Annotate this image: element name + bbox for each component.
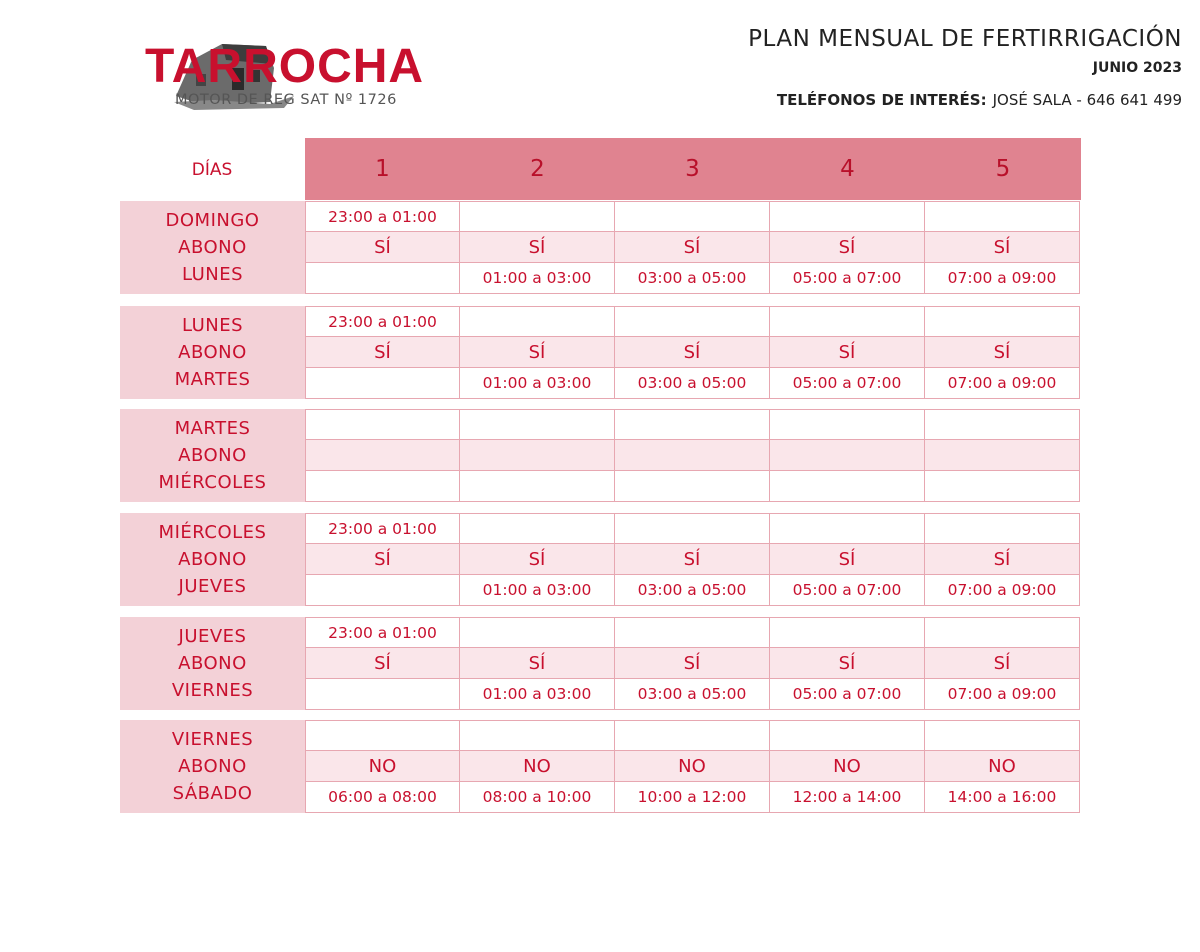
table-cell: 23:00 a 01:00 (305, 201, 460, 232)
table-cell: 07:00 a 09:00 (925, 679, 1080, 710)
schedule-grid (305, 201, 1082, 294)
schedule-grid (305, 306, 1082, 399)
table-cell (770, 409, 925, 440)
table-cell (305, 679, 460, 710)
table-cell: 03:00 a 05:00 (615, 575, 770, 606)
column-header-1: 1 (305, 138, 462, 200)
table-cell: SÍ (770, 544, 925, 575)
table-cell: 23:00 a 01:00 (305, 513, 460, 544)
table-row (305, 471, 1082, 502)
day-label-group (120, 409, 305, 502)
table-cell: SÍ (770, 648, 925, 679)
table-cell (460, 201, 615, 232)
day-label-group (120, 513, 305, 606)
day-label: SÁBADO (172, 783, 253, 804)
brand-name: TARROCHA (145, 40, 425, 93)
table-cell (925, 306, 1080, 337)
table-cell: 23:00 a 01:00 (305, 617, 460, 648)
table-cell (615, 513, 770, 544)
table-cell: NO (770, 751, 925, 782)
day-label: MIÉRCOLES (158, 472, 267, 493)
day-label: LUNES (181, 264, 244, 285)
table-row (305, 440, 1082, 471)
day-label-group (120, 201, 305, 294)
table-cell: SÍ (460, 337, 615, 368)
table-cell (615, 409, 770, 440)
phones-label: TELÉFONOS DE INTERÉS: (776, 91, 987, 109)
table-cell: 06:00 a 08:00 (305, 782, 460, 813)
table-cell (925, 720, 1080, 751)
table-cell: 14:00 a 16:00 (925, 782, 1080, 813)
table-cell: 23:00 a 01:00 (305, 306, 460, 337)
table-cell (460, 409, 615, 440)
day-label-group (120, 306, 305, 399)
table-cell (615, 201, 770, 232)
table-cell (770, 720, 925, 751)
table-cell: SÍ (460, 648, 615, 679)
table-cell: SÍ (925, 648, 1080, 679)
day-label: MARTES (174, 369, 251, 390)
table-cell: 07:00 a 09:00 (925, 263, 1080, 294)
table-cell (925, 440, 1080, 471)
table-row (305, 337, 1082, 368)
table-cell (460, 720, 615, 751)
table-cell: SÍ (460, 544, 615, 575)
table-cell (460, 617, 615, 648)
day-label: MARTES (174, 418, 251, 439)
schedule-block (120, 409, 1082, 502)
table-cell (460, 306, 615, 337)
column-header-4: 4 (770, 138, 927, 200)
schedule-grid (305, 513, 1082, 606)
table-cell (925, 617, 1080, 648)
table-cell: 05:00 a 07:00 (770, 368, 925, 399)
table-cell: 12:00 a 14:00 (770, 782, 925, 813)
table-cell (305, 575, 460, 606)
day-label-group (120, 617, 305, 710)
day-label: DOMINGO (165, 210, 260, 231)
day-label: LUNES (181, 315, 244, 336)
table-cell (615, 471, 770, 502)
table-cell (305, 720, 460, 751)
table-cell (460, 440, 615, 471)
table-row (305, 409, 1082, 440)
table-cell: SÍ (615, 544, 770, 575)
day-label: ABONO (178, 549, 247, 570)
column-header-3: 3 (615, 138, 772, 200)
table-row (305, 751, 1082, 782)
schedule-block (120, 513, 1082, 606)
table-cell (925, 471, 1080, 502)
table-cell (615, 720, 770, 751)
table-row (305, 513, 1082, 544)
table-cell (305, 440, 460, 471)
table-cell: NO (460, 751, 615, 782)
phones-value: JOSÉ SALA - 646 641 499 (992, 91, 1182, 109)
column-header-5: 5 (925, 138, 1081, 200)
schedule-grid (305, 617, 1082, 710)
table-cell (460, 471, 615, 502)
table-cell: SÍ (615, 232, 770, 263)
table-cell: SÍ (770, 337, 925, 368)
brand-subtitle: MOTOR DE REG SAT Nº 1726 (175, 92, 397, 108)
day-label: VIERNES (171, 680, 254, 701)
table-row (305, 648, 1082, 679)
table-cell: SÍ (305, 337, 460, 368)
month-label: JUNIO 2023 (1092, 60, 1182, 76)
table-cell: SÍ (305, 232, 460, 263)
table-cell (305, 263, 460, 294)
schedule-block (120, 306, 1082, 399)
table-cell: 05:00 a 07:00 (770, 263, 925, 294)
table-cell (305, 368, 460, 399)
column-header-2: 2 (460, 138, 617, 200)
table-row (305, 232, 1082, 263)
table-cell (770, 471, 925, 502)
table-cell: NO (615, 751, 770, 782)
table-cell (615, 440, 770, 471)
page-title: PLAN MENSUAL DE FERTIRRIGACIÓN (748, 26, 1182, 52)
table-cell: SÍ (925, 544, 1080, 575)
table-cell (925, 513, 1080, 544)
day-label: JUEVES (178, 626, 247, 647)
table-cell (925, 201, 1080, 232)
table-cell: NO (925, 751, 1080, 782)
table-cell: SÍ (770, 232, 925, 263)
table-cell (770, 306, 925, 337)
table-row (305, 575, 1082, 606)
day-label-group (120, 720, 305, 813)
table-row (305, 544, 1082, 575)
table-cell: 01:00 a 03:00 (460, 368, 615, 399)
table-cell (770, 617, 925, 648)
table-cell (615, 306, 770, 337)
table-row (305, 617, 1082, 648)
table-cell (305, 471, 460, 502)
table-cell (305, 409, 460, 440)
table-cell: NO (305, 751, 460, 782)
table-cell: 03:00 a 05:00 (615, 263, 770, 294)
table-cell: 10:00 a 12:00 (615, 782, 770, 813)
table-cell: 03:00 a 05:00 (615, 368, 770, 399)
schedule-block (120, 720, 1082, 813)
table-cell: SÍ (460, 232, 615, 263)
table-cell: SÍ (925, 337, 1080, 368)
day-label: ABONO (178, 445, 247, 466)
table-cell: 01:00 a 03:00 (460, 575, 615, 606)
table-cell (770, 513, 925, 544)
table-cell (615, 617, 770, 648)
table-cell (460, 513, 615, 544)
table-row (305, 306, 1082, 337)
table-cell (925, 409, 1080, 440)
table-row (305, 782, 1082, 813)
table-row (305, 679, 1082, 710)
table-row (305, 263, 1082, 294)
table-cell: 07:00 a 09:00 (925, 575, 1080, 606)
day-label: ABONO (178, 756, 247, 777)
schedule-grid (305, 409, 1082, 502)
day-label: ABONO (178, 237, 247, 258)
day-label: ABONO (178, 653, 247, 674)
day-label: MIÉRCOLES (158, 522, 267, 543)
table-cell: SÍ (305, 648, 460, 679)
table-cell: SÍ (615, 337, 770, 368)
table-cell: SÍ (305, 544, 460, 575)
day-label: VIERNES (171, 729, 254, 750)
table-cell: 05:00 a 07:00 (770, 575, 925, 606)
schedule-grid (305, 720, 1082, 813)
table-cell: 08:00 a 10:00 (460, 782, 615, 813)
days-header: DÍAS (191, 160, 233, 180)
table-row (305, 368, 1082, 399)
table-cell (770, 201, 925, 232)
table-row (305, 201, 1082, 232)
table-cell: SÍ (925, 232, 1080, 263)
phones-line (777, 91, 1182, 109)
table-row (305, 720, 1082, 751)
table-cell: SÍ (615, 648, 770, 679)
table-cell: 05:00 a 07:00 (770, 679, 925, 710)
table-cell: 01:00 a 03:00 (460, 679, 615, 710)
table-cell: 03:00 a 05:00 (615, 679, 770, 710)
day-label: JUEVES (178, 576, 247, 597)
schedule-block (120, 617, 1082, 710)
table-cell: 07:00 a 09:00 (925, 368, 1080, 399)
table-cell: 01:00 a 03:00 (460, 263, 615, 294)
day-label: ABONO (178, 342, 247, 363)
schedule-block (120, 201, 1082, 294)
table-cell (770, 440, 925, 471)
